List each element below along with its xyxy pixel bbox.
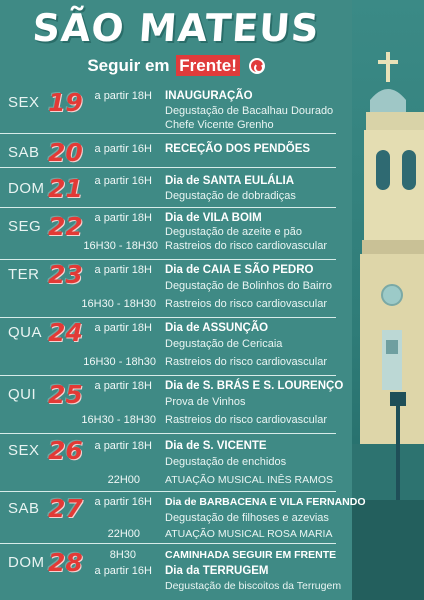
event-time: a partir 16H (94, 175, 152, 187)
event-time-secondary: 16H30 - 18H30 (81, 414, 156, 426)
slogan-prefix: Seguir em (87, 56, 170, 75)
event-title: Dia de SANTA EULÁLIA (165, 175, 295, 187)
event-line: Degustação de azeite e pão (165, 226, 302, 238)
event-title: Dia de S. BRÁS E S. LOURENÇO (165, 380, 344, 392)
event-line: Degustação de Bacalhau Dourado (165, 105, 334, 117)
page-title: SÃO MATEUS (31, 6, 321, 50)
schedule-row-23 (0, 260, 336, 318)
schedule-row-19 (0, 88, 336, 134)
schedule-row-26 (0, 434, 336, 492)
event-time: a partir 18H (94, 212, 152, 224)
event-title: Dia de CAIA E SÃO PEDRO (165, 264, 314, 276)
event-time-secondary: 16H30 - 18H30 (81, 298, 156, 310)
event-title: RECEÇÃO DOS PENDÕES (165, 143, 311, 155)
weekday: SAB (8, 144, 40, 161)
date-number: 19 (48, 88, 83, 117)
date-number: 27 (48, 494, 83, 523)
event-title: CAMINHADA SEGUIR EM FRENTE (165, 549, 337, 561)
event-line: ATUAÇÃO MUSICAL INÊS RAMOS (165, 474, 334, 486)
event-title: INAUGURAÇÃO (165, 90, 253, 102)
schedule-row-20 (0, 134, 336, 168)
event-time: a partir 16H (94, 143, 152, 155)
schedule-row-22 (0, 208, 336, 260)
event-time-secondary: 16H30 - 18H30 (83, 240, 158, 252)
weekday: SEX (8, 442, 40, 459)
event-time-secondary: 22H00 (107, 474, 140, 486)
weekday: SAB (8, 500, 40, 517)
event-title: Dia de ASSUNÇÃO (165, 322, 269, 334)
event-line: ATUAÇÃO MUSICAL ROSA MARIA (165, 528, 333, 540)
date-number: 28 (48, 548, 83, 577)
event-title: Dia de BARBACENA E VILA FERNANDO (165, 496, 366, 508)
date-number: 23 (48, 260, 83, 289)
event-line: Chefe Vicente Grenho (165, 119, 274, 131)
event-line: Rastreios do risco cardiovascular (165, 298, 328, 310)
event-title: Dia de S. VICENTE (165, 440, 267, 452)
schedule-row-21 (0, 168, 336, 208)
schedule-row-25 (0, 376, 344, 434)
weekday: SEX (8, 94, 40, 111)
event-time-secondary: a partir 16H (94, 565, 152, 577)
event-line: Rastreios do risco cardiovascular (165, 240, 328, 252)
weekday: QUA (8, 324, 43, 341)
event-time: a partir 16H (94, 496, 152, 508)
event-time: a partir 18H (94, 264, 152, 276)
poster-header (0, 0, 352, 88)
date-number: 25 (48, 380, 83, 409)
date-number: 22 (48, 212, 83, 241)
schedule-row-27 (0, 492, 366, 544)
event-time: a partir 18H (94, 90, 152, 102)
event-time-secondary: 16H30 - 18h30 (83, 356, 156, 368)
weekday: QUI (8, 386, 37, 403)
event-time: a partir 18H (94, 380, 152, 392)
event-time: 8H30 (109, 549, 136, 561)
event-line: Prova de Vinhos (165, 396, 246, 408)
event-time: a partir 18H (94, 322, 152, 334)
event-title: Dia de VILA BOIM (165, 212, 262, 224)
schedule-row-24 (0, 318, 336, 376)
event-line: Degustação de Cericaia (165, 338, 283, 350)
date-number: 20 (48, 138, 83, 167)
date-number: 24 (48, 318, 83, 347)
slogan-accent: Frente! (176, 55, 240, 76)
event-line: Rastreios do risco cardiovascular (165, 356, 328, 368)
church-tower-illustration (352, 40, 424, 600)
event-time-secondary: 22H00 (107, 528, 140, 540)
date-number: 21 (48, 174, 83, 203)
party-logo-icon (249, 58, 265, 74)
weekday: DOM (8, 554, 45, 571)
event-line: Degustação de dobradiças (165, 190, 296, 202)
event-line: Rastreios do risco cardiovascular (165, 414, 328, 426)
schedule-row-28 (0, 544, 342, 600)
event-line: Degustação de filhoses e azevias (165, 512, 329, 524)
event-line: Degustação de Bolinhos do Bairro (165, 280, 332, 292)
event-line: Degustação de biscoitos da Terrugem (165, 580, 342, 592)
weekday: DOM (8, 180, 45, 197)
event-line: Degustação de enchidos (165, 456, 287, 468)
slogan (0, 56, 352, 76)
event-title-secondary: Dia da TERRUGEM (165, 565, 269, 577)
date-number: 26 (48, 436, 83, 465)
event-time: a partir 18H (94, 440, 152, 452)
weekday: SEG (8, 218, 42, 235)
weekday: TER (8, 266, 40, 283)
